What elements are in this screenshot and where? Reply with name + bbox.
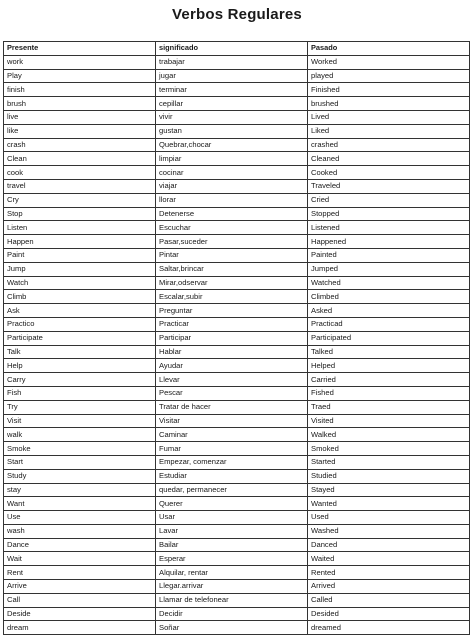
cell-pasado: brushed: [308, 97, 470, 111]
table-row: [4, 331, 470, 345]
cell-pasado: Traveled: [308, 179, 470, 193]
cell-pasado: Jumped: [308, 262, 470, 276]
cell-presente: Fish: [4, 386, 156, 400]
table-row: [4, 359, 470, 373]
cell-presente: Dance: [4, 538, 156, 552]
cell-presente: Wait: [4, 552, 156, 566]
table-header: [4, 42, 470, 56]
cell-presente: Start: [4, 455, 156, 469]
table-row: [4, 235, 470, 249]
cell-presente: Cry: [4, 193, 156, 207]
cell-significado: Detenerse: [156, 207, 308, 221]
table-row: [4, 110, 470, 124]
cell-presente: wash: [4, 524, 156, 538]
cell-presente: Happen: [4, 235, 156, 249]
table-row: [4, 290, 470, 304]
cell-pasado: Happened: [308, 235, 470, 249]
table-row: [4, 83, 470, 97]
cell-pasado: Started: [308, 455, 470, 469]
cell-pasado: Lived: [308, 110, 470, 124]
cell-pasado: Danced: [308, 538, 470, 552]
table-row: [4, 621, 470, 635]
table-row: [4, 152, 470, 166]
cell-pasado: dreamed: [308, 621, 470, 635]
table-row: [4, 69, 470, 83]
cell-significado: trabajar: [156, 55, 308, 69]
cell-pasado: Listened: [308, 221, 470, 235]
table-row: [4, 193, 470, 207]
cell-significado: Bailar: [156, 538, 308, 552]
cell-significado: jugar: [156, 69, 308, 83]
cell-significado: Tratar de hacer: [156, 400, 308, 414]
cell-significado: Hablar: [156, 345, 308, 359]
cell-pasado: Carried: [308, 373, 470, 387]
cell-presente: Rent: [4, 566, 156, 580]
cell-presente: Arrive: [4, 580, 156, 594]
cell-pasado: Cleaned: [308, 152, 470, 166]
cell-presente: Call: [4, 593, 156, 607]
cell-pasado: Watched: [308, 276, 470, 290]
table-row: [4, 317, 470, 331]
cell-pasado: Fished: [308, 386, 470, 400]
cell-significado: gustan: [156, 124, 308, 138]
cell-presente: dream: [4, 621, 156, 635]
cell-presente: Participate: [4, 331, 156, 345]
header-pasado: Pasado: [308, 42, 470, 56]
table-row: [4, 483, 470, 497]
cell-pasado: Wanted: [308, 497, 470, 511]
table-row: [4, 373, 470, 387]
table-row: [4, 400, 470, 414]
table-row: [4, 455, 470, 469]
table-row: [4, 97, 470, 111]
table-row: [4, 566, 470, 580]
verbs-table: [3, 41, 470, 635]
cell-significado: Escalar,subir: [156, 290, 308, 304]
cell-significado: Pescar: [156, 386, 308, 400]
cell-significado: Llamar de telefonear: [156, 593, 308, 607]
header-row: [4, 42, 470, 56]
cell-significado: Llegar.arrivar: [156, 580, 308, 594]
cell-pasado: Visited: [308, 414, 470, 428]
cell-significado: Llevar: [156, 373, 308, 387]
cell-presente: Try: [4, 400, 156, 414]
cell-significado: llorar: [156, 193, 308, 207]
cell-pasado: Stopped: [308, 207, 470, 221]
cell-significado: Empezar, comenzar: [156, 455, 308, 469]
cell-pasado: Liked: [308, 124, 470, 138]
cell-significado: Ayudar: [156, 359, 308, 373]
table-row: [4, 248, 470, 262]
cell-significado: Pintar: [156, 248, 308, 262]
table-row: [4, 538, 470, 552]
cell-significado: Estudiar: [156, 469, 308, 483]
table-row: [4, 124, 470, 138]
cell-significado: quedar, permanecer: [156, 483, 308, 497]
cell-pasado: Studied: [308, 469, 470, 483]
cell-presente: Talk: [4, 345, 156, 359]
cell-pasado: Cried: [308, 193, 470, 207]
table-row: [4, 511, 470, 525]
cell-significado: cocinar: [156, 166, 308, 180]
cell-pasado: Traed: [308, 400, 470, 414]
cell-presente: crash: [4, 138, 156, 152]
cell-presente: Clean: [4, 152, 156, 166]
cell-presente: cook: [4, 166, 156, 180]
cell-presente: like: [4, 124, 156, 138]
table-body: [4, 55, 470, 634]
cell-significado: terminar: [156, 83, 308, 97]
table-row: [4, 386, 470, 400]
table-row: [4, 207, 470, 221]
table-row: [4, 262, 470, 276]
cell-pasado: played: [308, 69, 470, 83]
cell-pasado: Arrived: [308, 580, 470, 594]
table-row: [4, 469, 470, 483]
table-row: [4, 55, 470, 69]
cell-pasado: Stayed: [308, 483, 470, 497]
cell-significado: Querer: [156, 497, 308, 511]
cell-pasado: Helped: [308, 359, 470, 373]
cell-presente: live: [4, 110, 156, 124]
cell-presente: Paint: [4, 248, 156, 262]
cell-presente: finish: [4, 83, 156, 97]
cell-significado: Saltar,brincar: [156, 262, 308, 276]
cell-significado: cepillar: [156, 97, 308, 111]
cell-significado: Pasar,suceder: [156, 235, 308, 249]
cell-presente: Carry: [4, 373, 156, 387]
table-row: [4, 428, 470, 442]
cell-presente: Watch: [4, 276, 156, 290]
cell-presente: Visit: [4, 414, 156, 428]
table-row: [4, 524, 470, 538]
cell-pasado: Smoked: [308, 442, 470, 456]
cell-presente: Climb: [4, 290, 156, 304]
cell-pasado: Climbed: [308, 290, 470, 304]
cell-presente: Listen: [4, 221, 156, 235]
cell-significado: Alquilar, rentar: [156, 566, 308, 580]
table-row: [4, 497, 470, 511]
header-significado: significado: [156, 42, 308, 56]
cell-pasado: Cooked: [308, 166, 470, 180]
cell-presente: Smoke: [4, 442, 156, 456]
cell-presente: brush: [4, 97, 156, 111]
cell-pasado: Called: [308, 593, 470, 607]
cell-significado: vivir: [156, 110, 308, 124]
table-row: [4, 276, 470, 290]
cell-significado: Preguntar: [156, 304, 308, 318]
cell-significado: Visitar: [156, 414, 308, 428]
cell-significado: Decidir: [156, 607, 308, 621]
cell-significado: Escuchar: [156, 221, 308, 235]
cell-significado: viajar: [156, 179, 308, 193]
table-row: [4, 552, 470, 566]
cell-pasado: Practicad: [308, 317, 470, 331]
header-presente: Presente: [4, 42, 156, 56]
cell-significado: Soñar: [156, 621, 308, 635]
cell-significado: Practicar: [156, 317, 308, 331]
cell-presente: Play: [4, 69, 156, 83]
cell-presente: Stop: [4, 207, 156, 221]
cell-pasado: Walked: [308, 428, 470, 442]
cell-presente: travel: [4, 179, 156, 193]
cell-presente: work: [4, 55, 156, 69]
table-row: [4, 221, 470, 235]
cell-significado: Caminar: [156, 428, 308, 442]
cell-pasado: crashed: [308, 138, 470, 152]
cell-presente: Help: [4, 359, 156, 373]
cell-significado: Usar: [156, 511, 308, 525]
table-row: [4, 607, 470, 621]
cell-significado: limpiar: [156, 152, 308, 166]
table-row: [4, 166, 470, 180]
cell-significado: Quebrar,chocar: [156, 138, 308, 152]
cell-presente: Deside: [4, 607, 156, 621]
table-row: [4, 304, 470, 318]
cell-presente: Study: [4, 469, 156, 483]
cell-pasado: Used: [308, 511, 470, 525]
cell-pasado: Finished: [308, 83, 470, 97]
cell-presente: walk: [4, 428, 156, 442]
cell-pasado: Painted: [308, 248, 470, 262]
table-row: [4, 138, 470, 152]
table-row: [4, 442, 470, 456]
cell-pasado: Asked: [308, 304, 470, 318]
cell-pasado: Washed: [308, 524, 470, 538]
cell-presente: Want: [4, 497, 156, 511]
cell-significado: Mirar,odservar: [156, 276, 308, 290]
cell-significado: Lavar: [156, 524, 308, 538]
cell-presente: Use: [4, 511, 156, 525]
cell-presente: Jump: [4, 262, 156, 276]
page-title: Verbos Regulares: [172, 6, 302, 23]
cell-pasado: Talked: [308, 345, 470, 359]
cell-pasado: Participated: [308, 331, 470, 345]
table-row: [4, 179, 470, 193]
cell-presente: Ask: [4, 304, 156, 318]
table-row: [4, 345, 470, 359]
table-row: [4, 593, 470, 607]
table-row: [4, 414, 470, 428]
cell-significado: Fumar: [156, 442, 308, 456]
cell-pasado: Desided: [308, 607, 470, 621]
cell-presente: stay: [4, 483, 156, 497]
cell-pasado: Worked: [308, 55, 470, 69]
cell-presente: Practico: [4, 317, 156, 331]
cell-significado: Participar: [156, 331, 308, 345]
cell-pasado: Waited: [308, 552, 470, 566]
table-row: [4, 580, 470, 594]
cell-pasado: Rented: [308, 566, 470, 580]
cell-significado: Esperar: [156, 552, 308, 566]
